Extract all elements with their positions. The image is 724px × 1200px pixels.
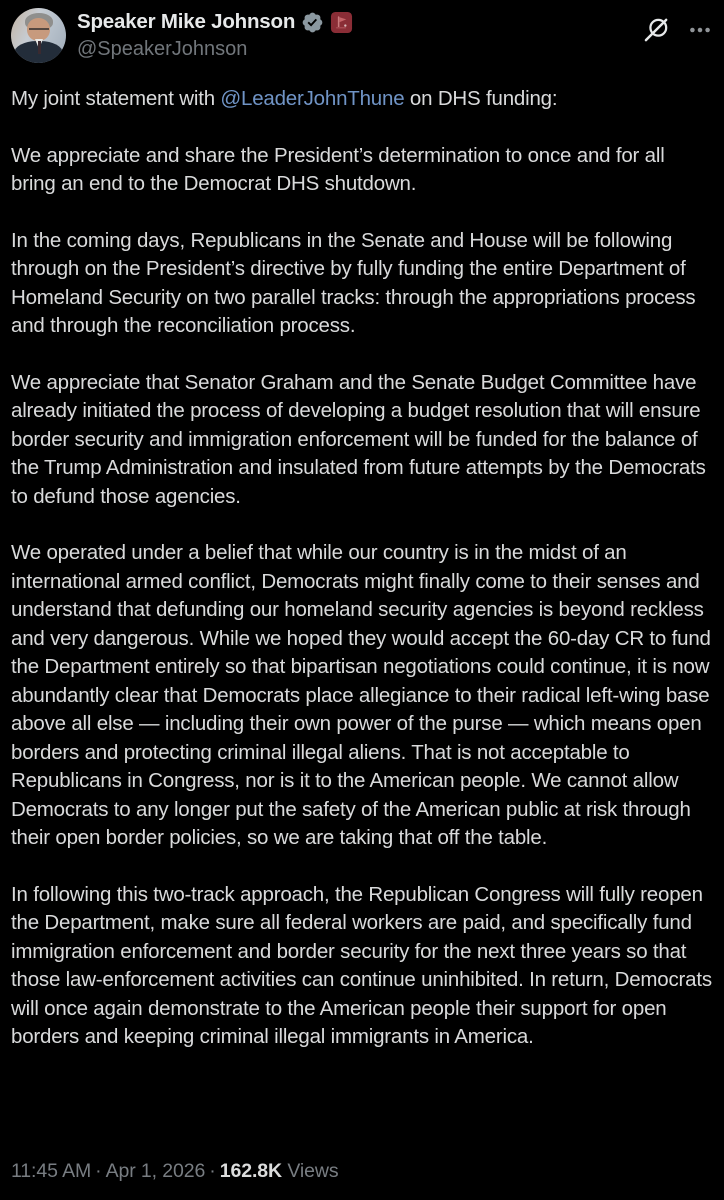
tweet-meta <box>11 1160 338 1183</box>
avatar-tie <box>38 41 41 54</box>
grok-icon[interactable] <box>643 16 670 43</box>
tweet-header <box>11 8 713 63</box>
verified-badge-icon <box>301 11 324 34</box>
paragraph-1 <box>11 85 713 114</box>
separator-dot: · <box>209 1160 216 1182</box>
tweet-text <box>11 85 713 1052</box>
timestamp: 11:45 AM <box>11 1160 92 1182</box>
affiliate-badge-icon[interactable] <box>330 11 353 34</box>
paragraph-5: We operated under a belief that while our country is in the midst of an international armed conflict, Democrats might finally come to their senses and understand that defunding our homeland security agencies is beyond reckless and very dangerous. While we hoped they would accept the 60-day CR to fund the Department entirely so that bipartisan negotiations could continue, it is now abundantly clear that Democrats place allegiance to their radical left-wing base above all else — including their own power of the purse — which means open borders and protecting criminal illegal aliens. That is not acceptable to Republicans in Congress, nor is it to the American people. We cannot allow Democrats to any longer put the safety of the American public at risk through their open border policies, so we are taking that off the table. <box>11 541 711 849</box>
paragraph-3: In the coming days, Republicans in the Senate and House will be following through on the President’s directive by fully funding the entire Department of Homeland Security on two parallel tracks: through the appropriations process and through the reconciliation process. <box>11 228 696 337</box>
views-count[interactable]: 162.8K <box>219 1160 282 1182</box>
paragraph-6: In following this two-track approach, the Republican Congress will fully reopen the Department, make sure all federal workers are paid, and specifically fund immigration enforcement and border security for the next three years so that those law-enforcement activities can continue uninhibited. In return, Democrats will once again demonstrate to the American people their support for open borders and keeping criminal illegal immigrants in America. <box>11 882 712 1048</box>
paragraph-1-after: on DHS funding: <box>404 87 558 110</box>
avatar[interactable] <box>11 8 66 63</box>
avatar-glasses <box>29 28 49 32</box>
paragraph-1-before: My joint statement with <box>11 87 221 110</box>
separator-dot: · <box>95 1160 102 1182</box>
paragraph-4: We appreciate that Senator Graham and the Senate Budget Committee have already initiated the process of developing a budget resolution that will ensure border security and immigration enforcement will be funded for the balance of the Trump Administration and insulated from future attempts by the Democrats to defund those agencies. <box>11 370 706 508</box>
user-handle[interactable]: @SpeakerJohnson <box>77 38 248 60</box>
views-label: Views <box>287 1160 339 1182</box>
header-actions <box>643 8 713 43</box>
paragraph-2: We appreciate and share the President’s determination to once and for all bring an end to the Democrat DHS shutdown. <box>11 143 665 195</box>
more-options-icon[interactable] <box>687 17 713 43</box>
display-name[interactable]: Speaker Mike Johnson <box>77 10 296 33</box>
date: Apr 1, 2026 <box>105 1160 206 1182</box>
mention-link-leaderjohnthune[interactable]: @LeaderJohnThune <box>220 87 405 110</box>
user-identity <box>77 8 353 61</box>
